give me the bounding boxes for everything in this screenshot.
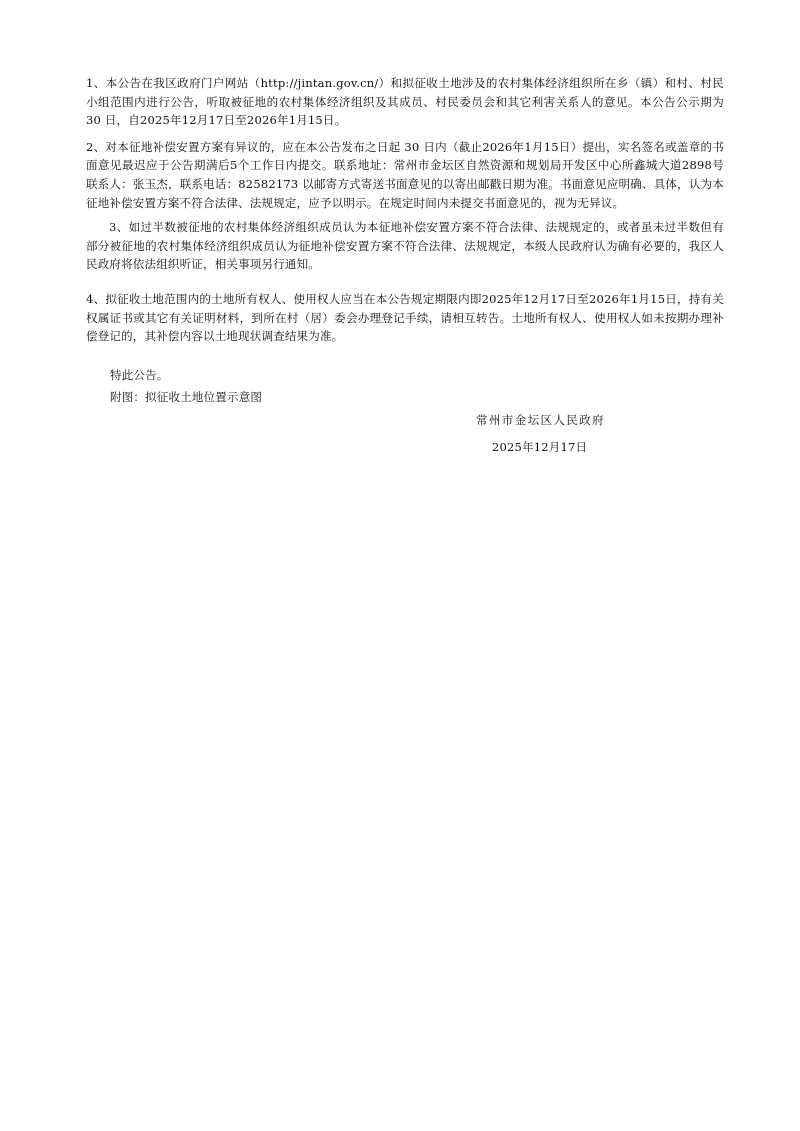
closing-line: 特此公告。	[110, 367, 169, 382]
issue-date: 2025年12月17日	[492, 439, 588, 454]
notice-paragraph-3: 3、如过半数被征地的农村集体经济组织成员认为本征地补偿安置方案不符合法律、法规规定的，或者虽未过半数但有部分被征地的农村集体经济组织成员认为征地补偿安置方案不符合法律、法规规定，本级人民政府认为确有必要的，我区人民政府将依法组织听证，相关事项另行通知。	[86, 220, 724, 272]
notice-paragraph-2: 2、对本征地补偿安置方案有异议的，应在本公告发布之日起 30 日内（截止2026年1月15日）提出，实名签名或盖章的书面意见最迟应于公告期满后5个工作日内提交。联系地址：常州市金坛区自然资源和规划局开发区中心所鑫城大道2898号 联系人：张玉杰，联系电话：82582173 以邮寄方式寄送书面意见的以寄出邮戳日期为准。书面意见应明确、具体，认为本征地补偿安置方案不符合法律、法规规定，应予以明示。在规定时间内未提交书面意见的，视为无异议。	[86, 139, 724, 210]
notice-body	[86, 74, 724, 407]
notice-paragraph-1: 1、本公告在我区政府门户网站（http://jintan.gov.cn/）和拟征收土地涉及的农村集体经济组织所在乡（镇）和村、村民小组范围内进行公告，听取被征地的农村集体经济组织及其成员、村民委员会和其它利害关系人的意见。本公告公示期为 30 日，自2025年12月17日至2026年1月15日。	[86, 76, 724, 128]
issuing-authority: 常州市金坛区人民政府	[476, 413, 605, 427]
attachment-line: 附图：拟征收土地位置示意图	[110, 390, 263, 405]
notice-paragraph-4: 4、拟征收土地范围内的土地所有权人、使用权人应当在本公告规定期限内即2025年12月17日至2026年1月15日，持有关权属证书或其它有关证明材料，到所在村（居）委会办理登记手续，请相互转告。土地所有权人、使用权人如未按期办理补偿登记的，其补偿内容以土地现状调查结果为准。	[86, 291, 724, 344]
signature-block	[470, 411, 620, 456]
